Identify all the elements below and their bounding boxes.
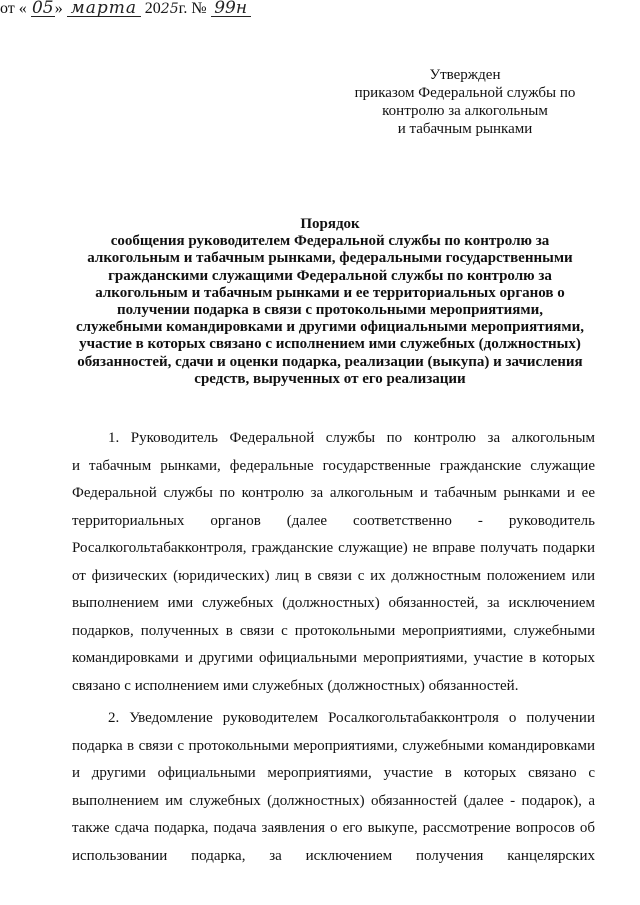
text-line: Росалкогольтабакконтроля, гражданские служащие) не вправе получать подарки	[72, 540, 595, 556]
title-line: алкогольным и табачным рынками и ее территориальных органов о	[95, 284, 565, 301]
date-prefix: от «	[0, 0, 27, 17]
text-line: и другими официальными мероприятиями, участие в которых связано с	[72, 765, 595, 781]
document-title	[60, 216, 600, 388]
year-prefix: 20	[144, 0, 161, 17]
text-line: от физических (юридических) лиц в связи с их должностным положением или	[72, 567, 595, 584]
title-line: алкогольным и табачным рынками, федеральными государственными	[87, 250, 573, 267]
text-line: связано с исполнением ими служебных (должностных) обязанностей.	[72, 677, 519, 694]
paragraph-1	[72, 425, 595, 700]
text-line: 1. Руководитель Федеральной службы по контролю за алкогольным	[108, 430, 595, 446]
text-line: 2. Уведомление руководителем Росалкогольтабакконтроля о получении	[108, 710, 595, 726]
approval-line-2: приказом Федеральной службы по	[354, 85, 576, 101]
approval-line-3: контролю за алкогольным	[382, 103, 548, 119]
title-line: получении подарка в связи с протокольными мероприятиями,	[116, 302, 544, 319]
title-line: сообщения руководителем Федеральной службы по контролю за	[110, 233, 550, 250]
handwritten-day: 05	[31, 0, 54, 18]
title-line: средств, вырученных от его реализации	[194, 370, 466, 387]
handwritten-order-number: 99н	[211, 0, 251, 17]
title-line: служебными командировками и другими официальными мероприятиями,	[75, 319, 585, 336]
text-line: командировками и другими официальными мероприятиями, участие в которых	[72, 650, 595, 666]
text-line: подарков, полученных в связи с протокольными мероприятиями, служебными	[72, 622, 595, 639]
text-line: территориальных органов (далее соответственно - руководитель	[72, 512, 595, 529]
paragraph-2	[72, 705, 595, 870]
title-line: обязанностей, сдачи и оценки подарка, реализации (выкупа) и зачисления	[77, 353, 583, 370]
date-quote-close: »	[54, 0, 63, 17]
approval-date-line	[0, 0, 640, 18]
text-line: выполнением им служебных (должностных) обязанностей (далее - подарок), а	[72, 792, 595, 809]
title-heading: Порядок	[300, 216, 360, 232]
document-body	[72, 425, 595, 870]
text-line: подарка в связи с протокольными мероприятиями, служебными командировками	[72, 737, 595, 754]
title-line: участие в которых связано с исполнением ими служебных (должностных)	[79, 336, 581, 353]
text-line: также сдача подарка, подача заявления о его выкупе, рассмотрение вопросов об	[72, 820, 595, 836]
handwritten-month: марта	[67, 0, 141, 17]
approval-title: Утвержден	[429, 67, 501, 83]
text-line: и табачным рынками, федеральные государственные гражданские служащие	[72, 457, 595, 474]
text-line: использовании подарка, за исключением получения канцелярских	[72, 847, 595, 864]
year-suffix: г. №	[178, 0, 207, 17]
handwritten-year: 25	[160, 1, 179, 17]
title-line: гражданскими служащими Федеральной службы по контролю за	[108, 267, 552, 284]
approval-block	[335, 66, 595, 138]
text-line: выполнением ими служебных (должностных) обязанностей, за исключением	[72, 595, 595, 611]
text-line: Федеральной службы по контролю за алкогольным и табачным рынками и ее	[72, 485, 595, 501]
approval-line-4: и табачным рынками	[397, 121, 533, 137]
